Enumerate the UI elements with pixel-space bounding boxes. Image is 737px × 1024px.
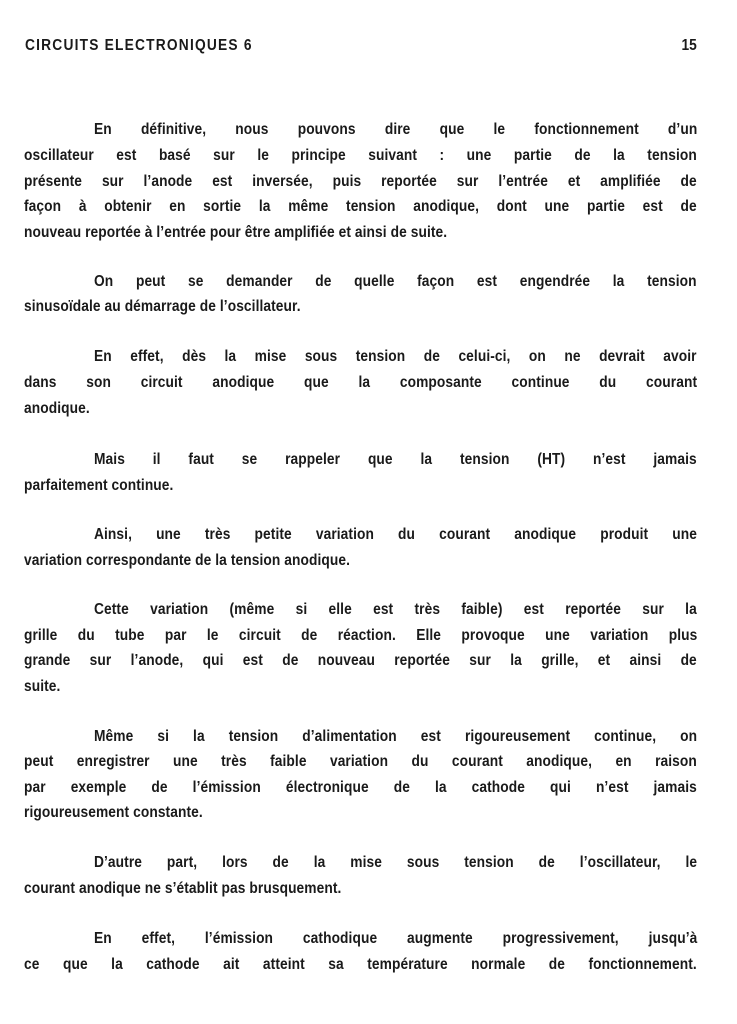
text-line: dans son circuit anodique que la composante continue du courant (24, 374, 698, 391)
text-line: En définitive, nous pouvons dire que le fonctionnement d’un (94, 121, 698, 138)
text-line: Cette variation (même si elle est très faible) est reportée sur la (94, 601, 697, 618)
text-line: grille du tube par le circuit de réaction. Elle provoque une variation plus (24, 627, 698, 644)
text-line: En effet, l’émission cathodique augmente progressivement, jusqu’à (94, 930, 698, 947)
text-line: suite. (24, 678, 61, 695)
text-line: Même si la tension d’alimentation est rigoureusement continue, on (94, 728, 698, 745)
text-line: peut enregistrer une très faible variation du courant anodique, en raison (24, 753, 697, 770)
text-line: oscillateur est basé sur le principe suivant : une partie de la tension (24, 147, 697, 164)
text-line: par exemple de l’émission électronique de la cathode qui n’est jamais (24, 779, 697, 796)
text-line: En effet, dès la mise sous tension de celui-ci, on ne devrait avoir (94, 348, 697, 365)
text-line: Mais il faut se rappeler que la tension (HT) n’est jamais (94, 451, 697, 468)
text-line: On peut se demander de quelle façon est engendrée la tension (94, 273, 697, 290)
text-line: façon à obtenir en sortie la même tension anodique, dont une partie est de (24, 198, 697, 215)
text-line: variation correspondante de la tension anodique. (24, 552, 351, 569)
text-line: sinusoïdale au démarrage de l’oscillateur. (24, 298, 301, 315)
text-line: Ainsi, une très petite variation du courant anodique produit une (94, 526, 697, 543)
text-line: anodique. (24, 400, 90, 417)
page-number: 15 (681, 37, 697, 54)
text-line: grande sur l’anode, qui est de nouveau reportée sur la grille, et ainsi de (24, 652, 697, 669)
text-line: présente sur l’anode est inversée, puis reportée sur l’entrée et amplifiée de (24, 173, 697, 190)
running-header-title: CIRCUITS ELECTRONIQUES 6 (25, 37, 253, 54)
text-line: rigoureusement constante. (24, 804, 203, 821)
text-line: ce que la cathode ait atteint sa température normale de fonctionnement. (24, 956, 697, 973)
text-line: parfaitement continue. (24, 477, 174, 494)
text-line: D’autre part, lors de la mise sous tension de l’oscillateur, le (94, 854, 698, 871)
text-line: nouveau reportée à l’entrée pour être amplifiée et ainsi de suite. (24, 224, 448, 241)
text-line: courant anodique ne s’établit pas brusquement. (24, 880, 342, 897)
